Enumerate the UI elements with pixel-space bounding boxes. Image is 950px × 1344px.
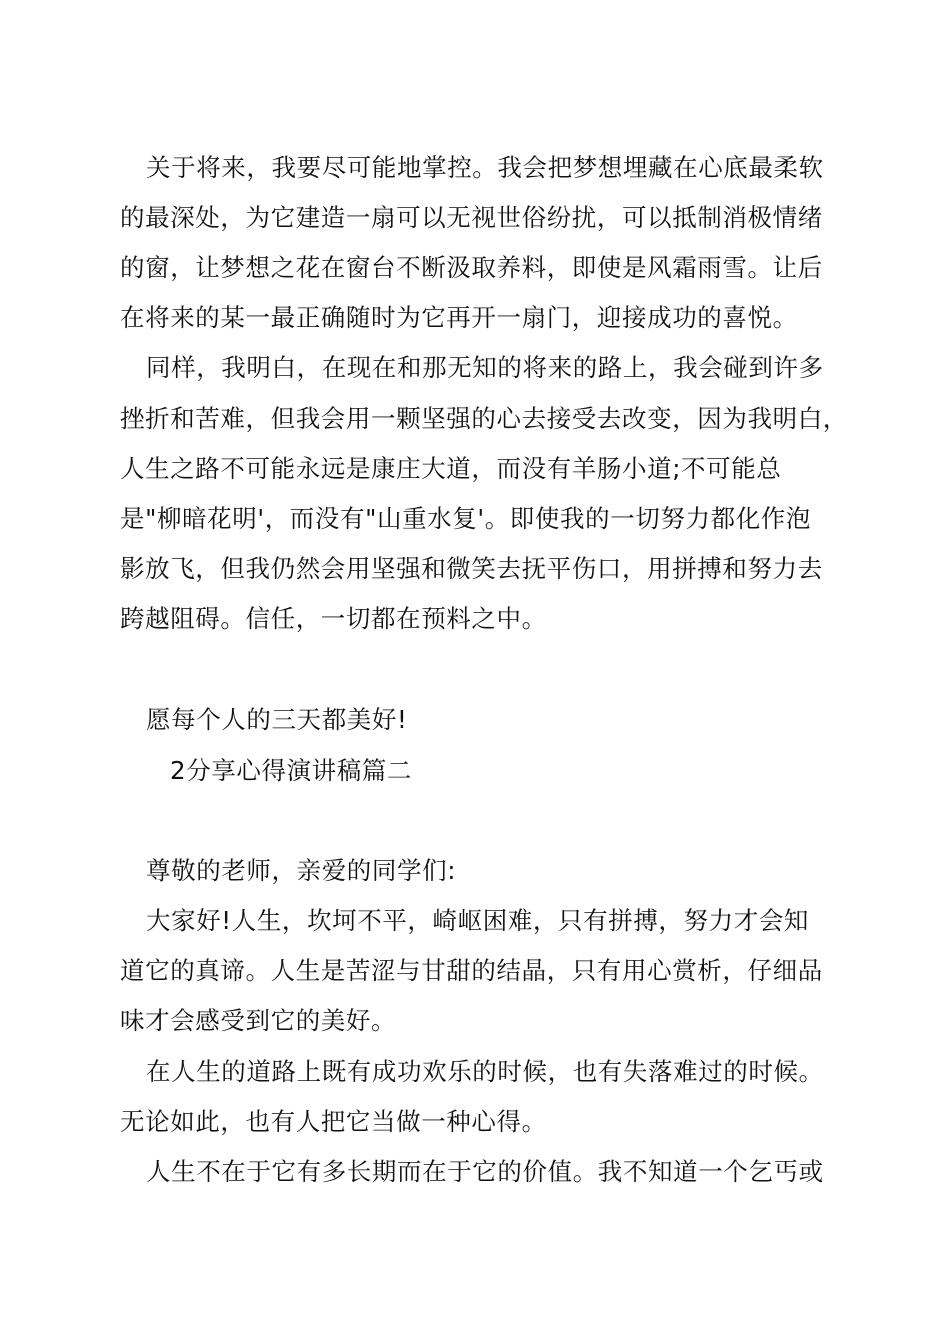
paragraph-1-line-2: 的最深处，为它建造一扇可以无视世俗纷扰，可以抵制消极情绪 xyxy=(120,203,823,232)
paragraph-1-line-4: 在将来的某一最正确随时为它再开一扇门，迎接成功的喜悦。 xyxy=(120,303,798,332)
greeting: 尊敬的老师，亲爱的同学们: xyxy=(146,856,457,885)
paragraph-2-line-3: 人生之路不可能永远是康庄大道，而没有羊肠小道;不可能总 xyxy=(120,454,782,483)
paragraph-2-line-6: 跨越阻碍。信任，一切都在预料之中。 xyxy=(120,604,547,633)
paragraph-1-line-3: 的窗，让梦想之花在窗台不断汲取养料，即使是风霜雨雪。让后 xyxy=(120,253,823,282)
paragraph-3-line-1: 大家好!人生，坎坷不平，崎岖困难，只有拼搏，努力才会知 xyxy=(146,906,810,935)
closing-wish: 愿每个人的三天都美好! xyxy=(146,705,408,734)
paragraph-3-line-3: 味才会感受到它的美好。 xyxy=(120,1006,397,1035)
paragraph-2-line-5: 影放飞，但我仍然会用坚强和微笑去抚平伤口，用拼搏和努力去 xyxy=(120,554,823,583)
paragraph-2-line-4: 是"柳暗花明'，而没有"山重水复'。即使我的一切努力都化作泡 xyxy=(120,504,812,533)
section-title: 2分享心得演讲稿篇二 xyxy=(170,756,413,785)
paragraph-3-line-2: 道它的真谛。人生是苦涩与甘甜的结晶，只有用心赏析，仔细品 xyxy=(120,956,823,985)
paragraph-2-line-1: 同样，我明白，在现在和那无知的将来的路上，我会碰到许多 xyxy=(146,353,824,382)
paragraph-4-line-2: 无论如此，也有人把它当做一种心得。 xyxy=(120,1107,547,1136)
paragraph-4-line-1: 在人生的道路上既有成功欢乐的时候，也有失落难过的时候。 xyxy=(146,1057,824,1086)
paragraph-1-line-1: 关于将来，我要尽可能地掌控。我会把梦想埋藏在心底最柔软 xyxy=(146,153,824,182)
paragraph-2-line-2: 挫折和苦难，但我会用一颗坚强的心去接受去改变，因为我明白， xyxy=(120,404,848,433)
paragraph-5-line-1: 人生不在于它有多长期而在于它的价值。我不知道一个乞丐或 xyxy=(146,1157,824,1186)
